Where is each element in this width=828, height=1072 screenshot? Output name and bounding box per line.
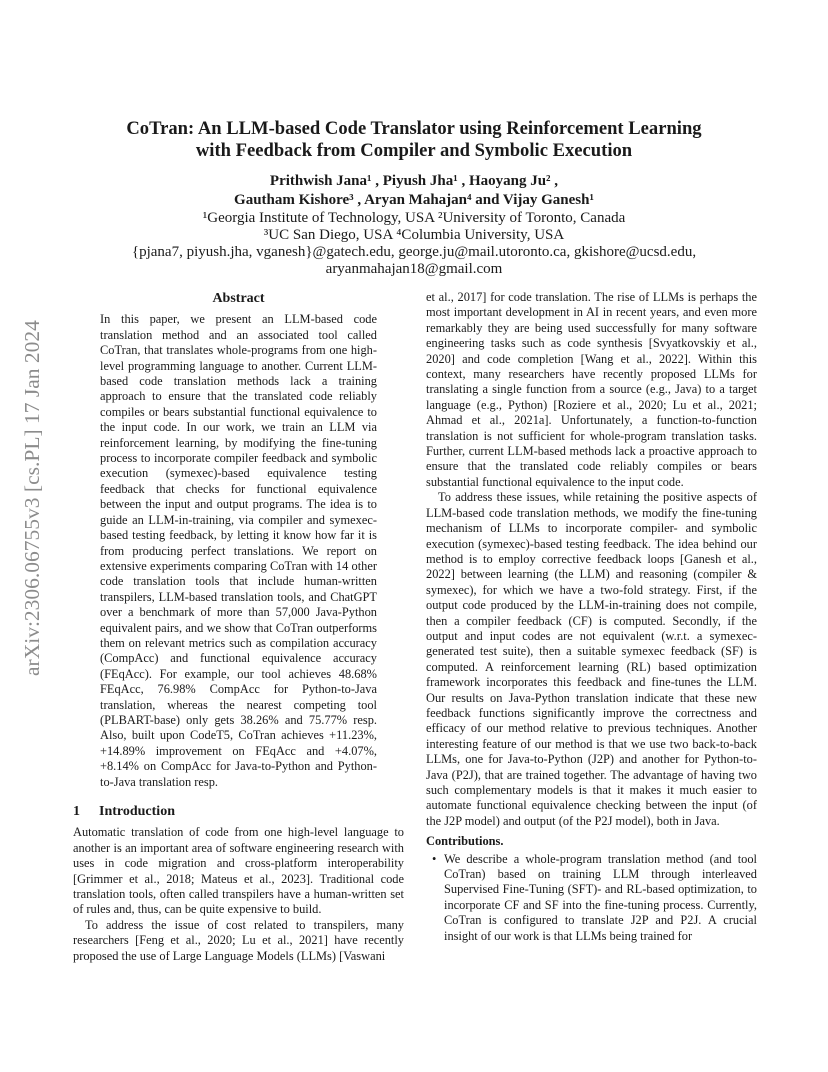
intro-paragraph-2: To address the issue of cost related to transpilers, many researchers [Feng et al., 2020; Lu et al., 2021] have recently proposed the use of Large Language Models (LLMs) [Vaswani (73, 917, 404, 963)
authors-line-1: Prithwish Jana¹ , Piyush Jha¹ , Haoyang Ju² , (269, 173, 559, 189)
abstract-text: In this paper, we present an LLM-based code translation method and an associated tool called CoTran, that translates whole-programs from one high-level programming language to another. Current LLM-based code translation methods lack a training approach to ensure that the translated code reliably compiles or bears substantial functional equivalence to the input code. In our work, we train an LLM via reinforcement learning, by modifying the fine-tuning process to incorporate compiler feedback and symbolic execution (symexec)-based equivalence testing feedback that checks for functional equivalence between the input and output programs. The idea is to guide an LLM-in-training, via compiler and symexec-based testing feedback, by letting it know how far it is from producing perfect translations. We report on extensive experiments comparing CoTran with 14 other code translation tools that include human-written transpilers, LLM-based translation tools, and ChatGPT over a benchmark of more than 57,000 Java-Python equivalent pairs, and we show that CoTran outperforms them on relevant metrics such as compilation accuracy (CompAcc) and functional equivalence accuracy (FEqAcc). For example, our tool achieves 48.68% FEqAcc, 76.98% CompAcc for Python-to-Java translation, whereas the nearest competing tool (PLBART-base) only gets 38.26% and 75.77% resp. Also, built upon CodeT5, CoTran achieves +11.23%, +14.89% improvement on FEqAcc and +4.07%, +8.14% on CompAcc for Java-to-Python and Python-to-Java translation resp. (100, 312, 377, 789)
abstract-heading: Abstract (212, 291, 265, 306)
left-column (73, 290, 404, 1010)
email-line-2: aryanmahajan18@gmail.com (325, 261, 503, 277)
arxiv-sidebar (12, 296, 52, 676)
affiliation-line-2: ³UC San Diego, USA ⁴Columbia University, USA (263, 227, 565, 243)
right-column (426, 290, 757, 1010)
bullet-icon: • (432, 851, 437, 866)
email-line-1: {pjana7, piyush.jha, vganesh}@gatech.edu, george.ju@mail.utoronto.ca, gkishore@ucsd.edu, (131, 244, 697, 260)
title-line-1: CoTran: An LLM-based Code Translator using Reinforcement Learning (126, 118, 702, 139)
introduction-heading (73, 804, 404, 819)
section-number: 1 (73, 804, 80, 819)
title-line-2: with Feedback from Compiler and Symbolic Execution (195, 140, 633, 161)
arxiv-identifier: arXiv:2306.06755v3 [cs.PL] 17 Jan 2024 (20, 320, 44, 676)
contribution-item (432, 852, 757, 944)
authors-line-2: Gautham Kishore³ , Aryan Mahajan⁴ and Vijay Ganesh¹ (234, 192, 594, 208)
affiliation-line-1: ¹Georgia Institute of Technology, USA ²University of Toronto, Canada (202, 210, 626, 226)
intro-paragraph-1: Automatic translation of code from one high-level language to another is an important area of software engineering research with uses in code migration and cross-platform interoperability [Grimmer et al., 2018; Mateus et al., 2023]. Traditional code translation tools, often called transpilers have a human-written set of rules and, thus, can be quite expensive to build. (73, 825, 404, 917)
contributions-heading: Contributions. (426, 834, 504, 849)
contribution-text: We describe a whole-program translation method (and tool CoTran) based on training LLM through interleaved Supervised Fine-Tuning (SFT)- and RL-based optimization, to incorporate CF and SF into the fine-tuning process. Currently, CoTran is configured to translate J2P and P2J. A crucial insight of our work is that LLMs being trained for (444, 851, 757, 943)
affiliations (80, 210, 748, 278)
paper-header (80, 118, 748, 278)
author-list (80, 172, 748, 210)
paper-title (80, 118, 748, 162)
section-title: Introduction (99, 804, 175, 819)
right-paragraph-2: To address these issues, while retaining the positive aspects of LLM-based code translation methods, we modify the fine-tuning mechanism of LLMs to incorporate compiler- and symbolic execution (symexec)-based testing feedback. The idea behind our method is to employ corrective feedback loops [Ganesh et al., 2022] between learning (the LLM) and reasoning (compiler & symexec), for which we have a two-fold strategy. First, if the output code produced by the LLM-in-training does not compile, then a compiler feedback (CF) is computed. Secondly, if the output and input codes are not equivalent (w.r.t. a symexec-generated test suite), then a suitable symexec feedback (SF) is computed. A reinforcement learning (RL) based optimization framework incorporates this feedback and fine-tunes the LLM. Our results on Java-Python translation indicate that these new feedback functions significantly improve the correctness and efficacy of our method relative to previous techniques. Another interesting feature of our method is that we use two back-to-back LLMs, one for Java-to-Python (J2P) and another for Python-to-Java (P2J), that are trained together. The advantage of having two such complementary models is that it makes it much easier to automate functional equivalence checking between the input (of the J2P model) and output (of the P2J model), both in Java. (426, 490, 757, 828)
body-columns (73, 290, 757, 1010)
right-paragraph-1: et al., 2017] for code translation. The rise of LLMs is perhaps the most important development in AI in recent years, and even more remarkably they are being used successfully for many software engineering tasks such as code synthesis [Svyatkovskiy et al., 2020] and code completion [Wang et al., 2022]. Within this context, many researchers have recently proposed LLMs for translating a single function from a source (e.g., Java) to a target language (e.g., Python) [Roziere et al., 2020; Lu et al., 2021; Ahmad et al., 2021a]. Unfortunately, a function-to-function translation is not sufficient for whole-program translation tasks. Further, current LLM-based methods lack a proactive approach to ensure that the translated code reliably compiles or bears substantial functional equivalence to the input code. (426, 290, 757, 489)
